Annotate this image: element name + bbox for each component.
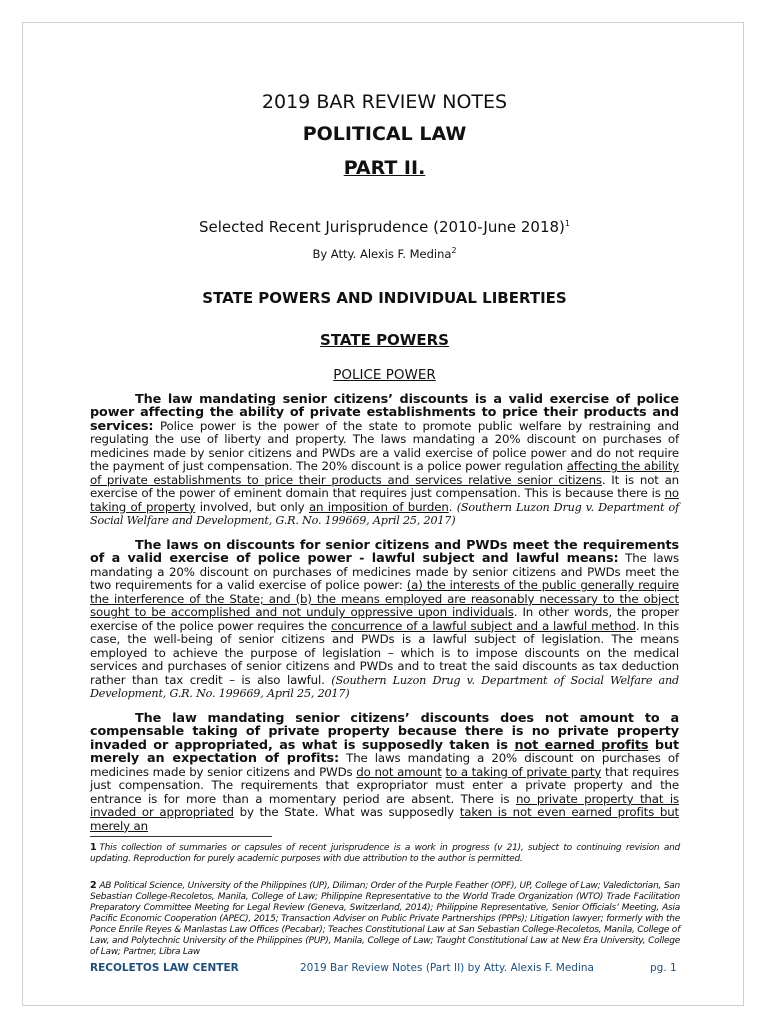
topic-heading: POLICE POWER — [333, 366, 436, 383]
subtitle — [90, 218, 679, 236]
title-line-2: POLITICAL LAW — [302, 123, 467, 145]
paragraph-1-underline-2: no taking of property — [90, 486, 679, 514]
section-heading: STATE POWERS AND INDIVIDUAL LIBERTIES — [202, 288, 567, 307]
footnote-separator — [90, 836, 272, 837]
paragraph-1-lead: The law mandating senior citizens’ discounts is a valid exercise of police power affecting the ability of private establishments to price their products and services: — [90, 391, 679, 434]
paragraph-2-text-a: The laws mandating a 20% discount on purchases of medicines made by senior citizens and PWDs meet the two requirements for a valid exercise of police power: — [90, 551, 679, 593]
paragraph-3-lead-b: but merely an expectation of profits: — [90, 737, 679, 767]
paragraph-1-underline-3: an imposition of burden — [308, 499, 449, 514]
paragraph-1-text-c: involved, but only — [195, 499, 309, 514]
subtitle-text: Selected Recent Jurisprudence (2010-June 2018) — [198, 218, 565, 236]
paragraph-3-lead-underline: not earned profits — [514, 737, 649, 753]
paragraph-3-underline-2: to a taking of private party — [445, 764, 602, 779]
subtitle-footnote-ref[interactable]: 1 — [564, 219, 570, 228]
paragraph-1-text-d: . — [448, 499, 457, 514]
paragraph-3-underline-4: taken is not even earned profits but merely an — [90, 805, 679, 833]
paragraph-1-text-b: . It is not an exercise of the power of eminent domain that requires just compensation. This is because there is — [90, 472, 679, 501]
paragraph-2-text-b: . In other words, the proper exercise of the police power requires the — [90, 605, 679, 633]
paragraph-1-citation: (Southern Luzon Drug v. Department of Social Welfare and Development, G.R. No. 199669, April 25, 2017) — [90, 500, 680, 528]
footer-page-number: pg. 1 — [650, 962, 677, 974]
paragraph-2-underline-1: (a) the interests of the public generally require the interference of the State; and (b) the means employed are reasonably necessary to the object sought to be accomplished and not unduly oppressive upon individuals — [90, 578, 680, 620]
paragraph-2 — [90, 539, 679, 701]
footnote-1 — [90, 842, 680, 865]
footer-document-title: 2019 Bar Review Notes (Part II) by Atty. Alexis F. Medina — [300, 962, 594, 974]
title-line-1: 2019 BAR REVIEW NOTES — [261, 91, 508, 113]
paragraph-1 — [90, 393, 679, 528]
footnote-2 — [90, 880, 680, 958]
paragraph-3-underline-1: do not amount — [356, 764, 442, 779]
footnote-2-number: 2 — [90, 880, 97, 891]
paragraph-3-lead-a: The law mandating senior citizens’ discounts does not amount to a compensable taking of private property because there is no private property invaded or appropriated, as what is supposedly taken is — [90, 710, 679, 753]
subsection-heading: STATE POWERS — [320, 330, 449, 349]
footer-publisher: RECOLETOS LAW CENTER — [90, 962, 239, 974]
footnote-1-text: This collection of summaries or capsules of recent jurisprudence is a work in progress (v 21), subject to continuing revision and updating. Reproduction for purely academic purposes with due attribution to the author is permitted. — [90, 843, 680, 864]
paragraph-3-text-d: by the State. What was supposedly — [233, 805, 460, 820]
footnote-2-text: AB Political Science, University of the Philippines (UP), Diliman; Order of the Purple Feather (OPF), UP, College of Law; Valedictorian, San Sebastian College-Recoletos, Manila, College of Law; Philippine Representative to the World Trade Organization (WTO) Trade Facilitation Preparatory Committee Meeting for Legal Review (Geneva, Switzerland, 2014); Philippine Representative, Senior Officials’ Meeting, Asia Pacific Economic Cooperation (APEC), 2015; Transaction Adviser on Public Private Partnerships (PPPs); Litigation lawyer; formerly with the Ponce Enrile Reyes & Manlastas Law Offices (Pecabar); Teaches Constitutional Law at San Sebastian College-Recoletos, Manila, College of Law, and Polytechnic University of the Philippines (PUP), Manila, College of Law; Taught Constitutional Law at New Era University, College of Law; Partner, Libra Law — [90, 881, 680, 957]
paragraph-2-citation: (Southern Luzon Drug v. Department of Social Welfare and Development, G.R. No. 199669, April 25, 2017) — [90, 673, 679, 701]
title-line-3: PART II. — [343, 157, 426, 179]
paragraph-1-text-a: Police power is the power of the state to promote public welfare by restraining and regulating the use of liberty and property. The laws mandating a 20% discount on purchases of medicines made by senior citizens and PWDs are a valid exercise of police power and do not require the payment of just compensation. The 20% discount is a police power regulation — [90, 418, 679, 474]
byline-text: By Atty. Alexis F. Medina — [312, 246, 452, 261]
paragraph-1-underline-1: affecting the ability of private establishments to price their products and services relative senior citizens — [90, 459, 680, 487]
paragraph-2-lead: The laws on discounts for senior citizens and PWDs meet the requirements of a valid exercise of police power - lawful subject and lawful means: — [90, 537, 679, 567]
paragraph-3-underline-3: no private property that is invaded or appropriated — [90, 791, 679, 820]
paragraph-2-underline-2: concurrence of a lawful subject and a lawful method — [331, 618, 636, 633]
paragraph-3 — [90, 712, 679, 834]
byline-footnote-ref[interactable]: 2 — [451, 246, 457, 255]
paragraph-2-text-c: . In this case, the well-being of senior citizens and PWDs is a lawful subject of legislation. The means employed to achieve the purpose of legislation – which is to impose discounts on the medical services and purchases of senior citizens and PWDs and to treat the said discounts as tax deduction rather than tax credit – is also lawful. — [90, 618, 680, 687]
byline — [90, 246, 679, 261]
document-body — [90, 90, 679, 833]
footnote-1-number: 1 — [90, 842, 97, 853]
paragraph-3-text-a: The laws mandating a 20% discount on purchases of medicines made by senior citizens and PWDs — [90, 751, 679, 779]
paragraph-3-text-c: that requires just compensation. The requirements that expropriator must enter a private property and the entrance is for more than a momentary period are absent. There is — [90, 764, 679, 806]
